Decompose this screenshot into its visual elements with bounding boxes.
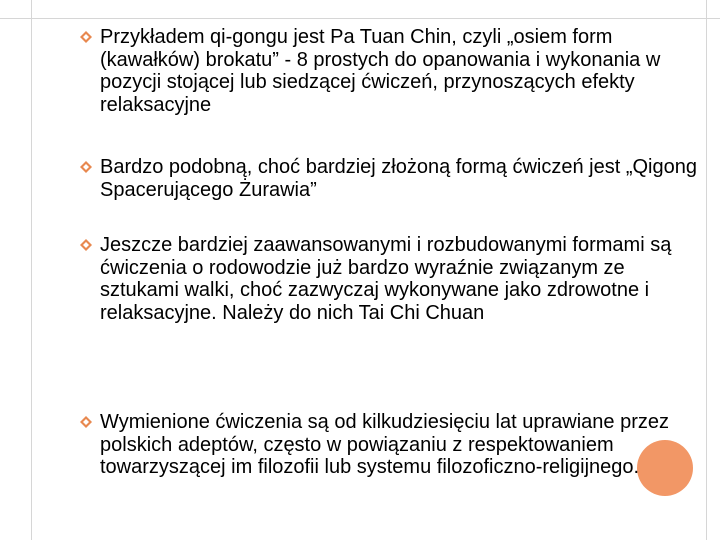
diamond-bullet-icon: [80, 239, 92, 251]
bullet-text-4: Wymienione ćwiczenia są od kilkudziesięciu lat uprawiane przez polskich adeptów, często w powiązaniu z respektowaniem towarzyszącej im filozofii lub systemu filozoficzno-religijnego.: [100, 411, 669, 478]
top-frame-line: [0, 18, 720, 19]
bullet-text-3: Jeszcze bardziej zaawansowanymi i rozbudowanymi formami są ćwiczenia o rodowodzie już bardzo wyraźnie związanym ze sztukami walki, choć zazwyczaj wykonywane jako zdrowotne i relaksacyjne. Należy do nich Tai Chi Chuan: [100, 234, 672, 324]
diamond-bullet-icon: [80, 31, 92, 43]
diamond-bullet-icon: [80, 161, 92, 173]
left-frame-line: [31, 0, 32, 540]
right-frame-line: [706, 0, 707, 540]
bullet-text-2: Bardzo podobną, choć bardziej złożoną formą ćwiczeń jest „Qigong Spacerującego Żurawia”: [100, 156, 697, 201]
bullet-text-1: Przykładem qi-gongu jest Pa Tuan Chin, czyli „osiem form (kawałków) brokatu” - 8 prostych do opanowania i wykonania w pozycji stojącej lub siedzącej ćwiczeń, przynoszących efekty relaksacyjne: [100, 26, 661, 116]
diamond-bullet-icon: [80, 416, 92, 428]
